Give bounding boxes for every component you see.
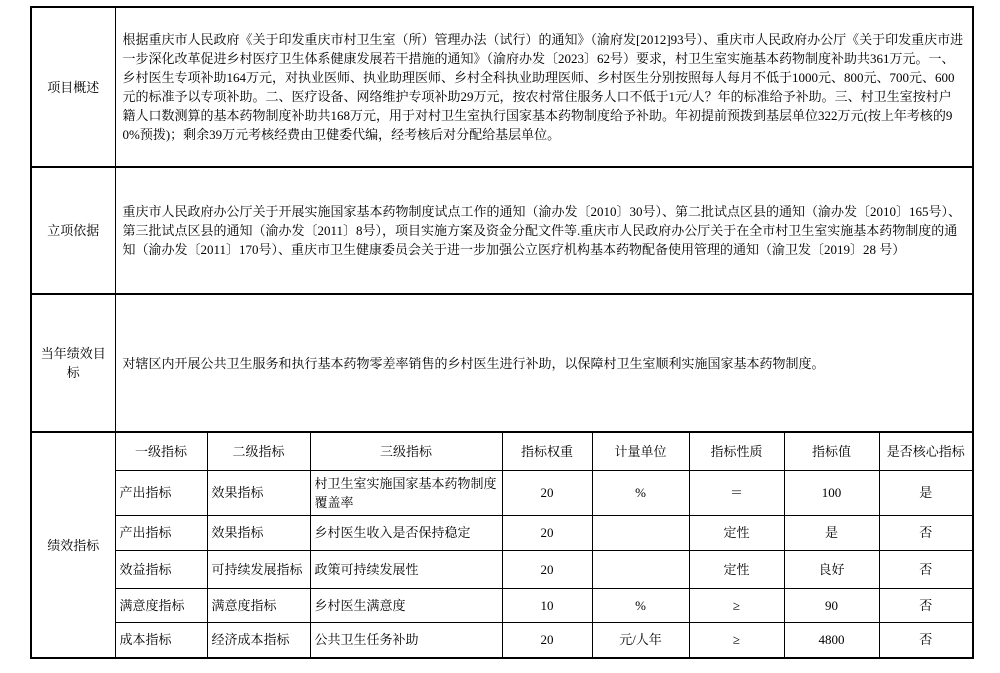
indicator-cell: 是 — [879, 470, 973, 515]
indicator-row — [31, 550, 973, 588]
project-basis-text: 重庆市人民政府办公厅关于开展实施国家基本药物制度试点工作的通知（渝办发〔2010〕30号）、第二批试点区县的通知（渝办发〔2010〕165号）、第三批试点区县的通知（渝办发〔2011〕8号），项目实施方案及资金分配文件等.重庆市人民政府办公厅关于在全市村卫生室实施基本药物制度的通知（渝办发〔2011〕170号）、重庆市卫生健康委员会关于进一步加强公立医疗机构基本药物配备使用管理的通知（渝卫发〔2019〕28 号） — [115, 167, 973, 294]
indicators-header-unit: 计量单位 — [592, 432, 689, 470]
indicator-cell: 公共卫生任务补助 — [310, 622, 502, 658]
indicator-row — [31, 588, 973, 622]
indicator-cell: 定性 — [689, 515, 784, 550]
indicators-header-level2: 二级指标 — [207, 432, 310, 470]
row-label-performance-goal: 当年绩效目标 — [31, 294, 115, 432]
indicator-cell: 产出指标 — [115, 515, 207, 550]
indicator-row — [31, 622, 973, 658]
indicator-cell: ≥ — [689, 588, 784, 622]
row-performance-goal — [31, 294, 973, 432]
indicator-cell: 乡村医生满意度 — [310, 588, 502, 622]
indicator-cell: 成本指标 — [115, 622, 207, 658]
indicator-cell: 效果指标 — [207, 470, 310, 515]
indicator-cell: 90 — [784, 588, 879, 622]
indicators-header-row — [31, 432, 973, 470]
row-label-project-basis: 立项依据 — [31, 167, 115, 294]
indicator-cell: 20 — [502, 470, 592, 515]
indicator-cell: 定性 — [689, 550, 784, 588]
indicator-cell: 满意度指标 — [115, 588, 207, 622]
indicator-cell — [592, 515, 689, 550]
indicator-cell: 可持续发展指标 — [207, 550, 310, 588]
indicator-cell: 效果指标 — [207, 515, 310, 550]
indicator-cell: 10 — [502, 588, 592, 622]
indicator-row — [31, 515, 973, 550]
indicators-header-weight: 指标权重 — [502, 432, 592, 470]
indicator-cell: 满意度指标 — [207, 588, 310, 622]
indicator-cell: 20 — [502, 622, 592, 658]
indicator-cell: 否 — [879, 550, 973, 588]
indicator-cell: 是 — [784, 515, 879, 550]
indicator-cell: 4800 — [784, 622, 879, 658]
indicators-header-level3: 三级指标 — [310, 432, 502, 470]
indicator-cell — [592, 550, 689, 588]
row-project-basis — [31, 167, 973, 294]
indicator-cell: % — [592, 588, 689, 622]
indicator-cell: ≥ — [689, 622, 784, 658]
indicator-cell: ＝ — [689, 470, 784, 515]
indicators-header-core: 是否核心指标 — [879, 432, 973, 470]
indicator-cell: 村卫生室实施国家基本药物制度覆盖率 — [310, 470, 502, 515]
indicators-header-nature: 指标性质 — [689, 432, 784, 470]
indicator-cell: % — [592, 470, 689, 515]
indicator-cell: 100 — [784, 470, 879, 515]
indicator-cell: 乡村医生收入是否保持稳定 — [310, 515, 502, 550]
indicator-cell: 良好 — [784, 550, 879, 588]
row-project-overview — [31, 7, 973, 167]
indicator-cell: 经济成本指标 — [207, 622, 310, 658]
indicator-cell: 政策可持续发展性 — [310, 550, 502, 588]
indicator-cell: 否 — [879, 515, 973, 550]
indicator-cell: 否 — [879, 588, 973, 622]
performance-goal-text: 对辖区内开展公共卫生服务和执行基本药物零差率销售的乡村医生进行补助，以保障村卫生室顺利实施国家基本药物制度。 — [115, 294, 973, 432]
indicator-cell: 元/人年 — [592, 622, 689, 658]
row-label-performance-indicators: 绩效指标 — [31, 432, 115, 658]
indicator-cell: 产出指标 — [115, 470, 207, 515]
row-label-project-overview: 项目概述 — [31, 7, 115, 167]
indicator-row — [31, 470, 973, 515]
performance-table — [30, 6, 974, 659]
indicator-cell: 20 — [502, 515, 592, 550]
indicators-header-value: 指标值 — [784, 432, 879, 470]
indicators-header-level1: 一级指标 — [115, 432, 207, 470]
indicator-cell: 否 — [879, 622, 973, 658]
indicator-cell: 效益指标 — [115, 550, 207, 588]
indicator-cell: 20 — [502, 550, 592, 588]
project-overview-text: 根据重庆市人民政府《关于印发重庆市村卫生室（所）管理办法（试行）的通知》（渝府发[2012]93号）、重庆市人民政府办公厅《关于印发重庆市进一步深化改革促进乡村医疗卫生体系健康发展若干措施的通知》（渝府办发〔2023〕62号）要求，村卫生室实施基本药物制度补助共361万元。一、乡村医生专项补助164万元，对执业医师、执业助理医师、乡村全科执业助理医师、乡村医生分别按照每人每月不低于1000元、800元、700元、600元的标准予以专项补助。二、医疗设备、网络维护专项补助29万元，按农村常住服务人口不低于1元/人？年的标准给予补助。三、村卫生室按村户籍人口数测算的基本药物制度补助共168万元，用于对村卫生室执行国家基本药物制度给予补助。年初提前预拨到基层单位322万元(按上年考核的90%预拨)；剩余39万元考核经费由卫健委代编，经考核后对分配给基层单位。 — [115, 7, 973, 167]
